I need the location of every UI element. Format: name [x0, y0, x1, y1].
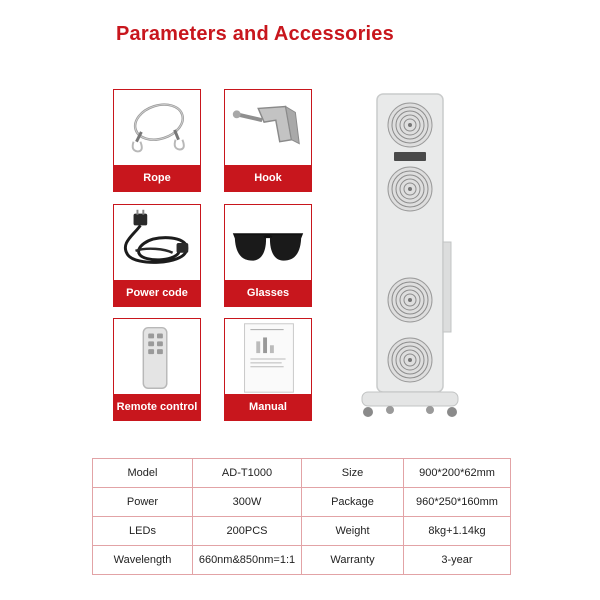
fan-vent [388, 278, 432, 322]
glasses-icon [225, 205, 311, 281]
spec-value: 8kg+1.14kg [404, 517, 511, 546]
table-row [93, 546, 511, 575]
accessory-card-rope [113, 89, 201, 192]
spec-label: LEDs [93, 517, 193, 546]
spec-label: Power [93, 488, 193, 517]
accessory-label: Remote control [114, 394, 200, 420]
spec-label: Weight [302, 517, 404, 546]
accessory-card-manual [224, 318, 312, 421]
fan-vent [388, 167, 432, 211]
fan-vent [388, 338, 432, 382]
specs-table [92, 458, 511, 575]
accessory-label: Manual [225, 394, 311, 420]
accessory-card-remote-control [113, 318, 201, 421]
hook-icon [225, 90, 311, 166]
spec-label: Package [302, 488, 404, 517]
table-row [93, 459, 511, 488]
spec-value: 660nm&850nm=1:1 [193, 546, 302, 575]
spec-value: 960*250*160mm [404, 488, 511, 517]
spec-value: 300W [193, 488, 302, 517]
accessory-card-hook [224, 89, 312, 192]
accessory-card-power-cord [113, 204, 201, 307]
accessory-label: Hook [225, 165, 311, 191]
spec-label: Warranty [302, 546, 404, 575]
accessory-card-glasses [224, 204, 312, 307]
remote-control-icon [114, 319, 200, 395]
table-row [93, 488, 511, 517]
accessory-label: Rope [114, 165, 200, 191]
spec-label: Size [302, 459, 404, 488]
accessory-label: Power code [114, 280, 200, 306]
spec-label: Wavelength [93, 546, 193, 575]
accessory-label: Glasses [225, 280, 311, 306]
led-panel-device-image [350, 92, 470, 422]
spec-value: 900*200*62mm [404, 459, 511, 488]
spec-value: AD-T1000 [193, 459, 302, 488]
page-title: Parameters and Accessories [116, 23, 394, 45]
fan-vent [388, 103, 432, 147]
spec-label: Model [93, 459, 193, 488]
manual-icon [225, 319, 311, 395]
spec-value: 3-year [404, 546, 511, 575]
power-cord-icon [114, 205, 200, 281]
table-row [93, 517, 511, 546]
rope-icon [114, 90, 200, 166]
spec-value: 200PCS [193, 517, 302, 546]
